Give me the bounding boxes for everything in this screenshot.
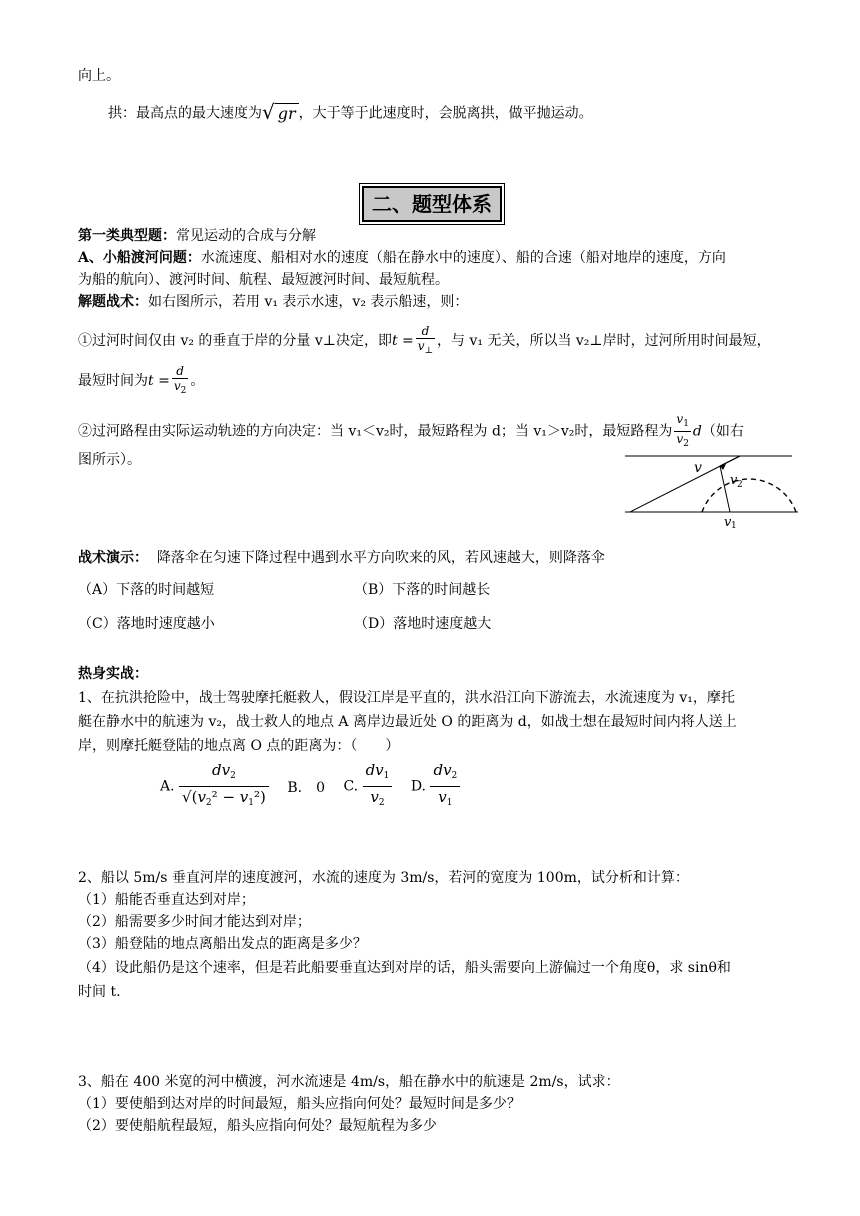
point1-text-2: ，与 v₁ 无关，所以当 v₂⊥岸时，过河所用时间最短， <box>437 333 771 349</box>
q1-line-2: 艇在静水中的航速为 v₂，战士救人的地点 A 离岸边最近处 O 的距离为 d，如战士想在最短时间内将人送上 <box>78 714 737 730</box>
q1-line-3: 岸，则摩托艇登陆的地点离 O 点的距离为：（ ） <box>78 738 400 754</box>
point1-line-2: 最短时间为t = $\frac{d}{v_2}$ 。 <box>78 364 205 396</box>
arch-text-post: ，大于等于此速度时，会脱离拱，做平抛运动。 <box>298 105 593 122</box>
label-v2-sub: 2 <box>737 480 743 490</box>
sqrt-gr: √ gr <box>262 102 299 125</box>
label-v2: v <box>730 473 738 488</box>
q1-option-c: C. $\frac{dv_1}{v_2}$ <box>343 760 392 813</box>
text-line: 向上。 <box>78 68 120 84</box>
q1-option-b: B. 0 <box>287 779 325 796</box>
q3-line-1: 3、船在 400 米宽的河中横渡，河水流速是 4m/s，船在静水中的航速是 2m/s，试求： <box>78 1074 620 1090</box>
arch-line <box>108 102 593 125</box>
fraction-d-v2: $\frac{d}{v_2}$ <box>173 364 187 396</box>
river-diagram <box>620 448 800 528</box>
q1-option-d: D. $\frac{dv_2}{v_1}$ <box>411 760 460 813</box>
fraction-v1-v2: $\frac{v_1}{v_2}$ <box>676 412 689 449</box>
q1-options <box>160 760 474 813</box>
arch-text: 拱：最高点的最大速度为 <box>108 105 262 122</box>
tactic-line <box>78 292 468 312</box>
demo-line <box>78 548 605 568</box>
point2-text: ②过河路程由实际运动轨迹的方向决定：当 v₁＜v₂时，最短路程为 d；当 v₁＞v₂时，最短路程为 <box>78 423 673 440</box>
q3-line-2: （1）要使船到达对岸的时间最短，船头应指向何处？最短时间是多少？ <box>78 1096 521 1112</box>
option-b: （B）下落的时间越长 <box>354 582 491 598</box>
q2-line-6: 时间 t. <box>78 984 121 1000</box>
label-v1-sub: 1 <box>731 521 737 528</box>
point2-line: ②过河路程由实际运动轨迹的方向决定：当 v₁＜v₂时，最短路程为 d；当 v₁＞v₂时，最短路程为 $\frac{v_1}{v_2}$ d（如右 <box>78 412 744 449</box>
boat-line-2: 为船的航向）、渡河时间、航程、最短渡河时间、最短航程。 <box>78 272 449 288</box>
option-a: （A）下落的时间越短 <box>78 582 215 598</box>
section-title: 二、题型体系 <box>362 186 502 222</box>
q2-line-2: （1）船能否垂直达到对岸； <box>78 892 255 908</box>
point2-line-2: 图所示）。 <box>78 452 141 468</box>
q3-line-3: （2）要使船航程最短，船头应指向何处？最短航程为多少 <box>78 1118 437 1134</box>
boat-line <box>78 248 726 268</box>
q2-line-1: 2、船以 5m/s 垂直河岸的速度渡河，水流的速度为 3m/s，若河的宽度为 100m，试分析和计算： <box>78 870 689 886</box>
q2-line-3: （2）船需要多少时间才能达到对岸； <box>78 914 311 930</box>
option-d: （D）落地时速度越大 <box>354 616 492 632</box>
option-c: （C）落地时速度越小 <box>78 616 215 632</box>
type1-label: 第一类典型题： <box>78 228 176 244</box>
point1-text: ①过河时间仅由 v₂ 的垂直于岸的分量 v⊥决定，即 <box>78 333 392 349</box>
q1-option-a: A. $\frac{dv_2}{√(v_2^2 - v_1^2)}$ <box>160 760 269 813</box>
label-v1: v <box>724 515 732 528</box>
point1-line: ①过河时间仅由 v₂ 的垂直于岸的分量 v⊥决定，即t = $\frac{d}{v_\perp}$ ，与 v₁ 无关，所以当 v₂⊥岸时，过河所用时间最短， <box>78 324 771 356</box>
point1-text-3: 最短时间为 <box>78 373 148 389</box>
label-v: v <box>694 460 702 476</box>
type1-text: 常见运动的合成与分解 <box>176 228 316 244</box>
type1-line <box>78 226 316 246</box>
q2-line-4: （3）船登陆的地点离船出发点的距离是多少？ <box>78 936 367 952</box>
tactic-text: 如右图所示，若用 v₁ 表示水速，v₂ 表示船速，则： <box>148 294 469 310</box>
tactic-label: 解题战术： <box>78 294 148 310</box>
boat-text: 水流速度、船相对水的速度（船在静水中的速度）、船的合速（船对地岸的速度，方向 <box>200 250 726 266</box>
fraction-d-vperp: $\frac{d}{v_\perp}$ <box>417 324 434 356</box>
q1-line-1: 1、在抗洪抢险中，战士驾驶摩托艇救人，假设江岸是平直的，洪水沿江向下游流去，水流速度为 v₁，摩托 <box>78 690 735 706</box>
point2-text-2: （如右 <box>701 423 744 440</box>
warmup-label: 热身实战： <box>78 666 148 682</box>
demo-text: 降落伞在匀速下降过程中遇到水平方向吹来的风，若风速越大，则降落伞 <box>156 550 605 566</box>
boat-label: A、小船渡河问题： <box>78 250 201 266</box>
point1-end: 。 <box>190 373 205 389</box>
demo-label: 战术演示： <box>78 550 148 566</box>
q2-line-5: （4）设此船仍是这个速率，但是若此船要垂直达到对岸的话，船头需要向上游偏过一个角度θ，求 sinθ和 <box>78 960 731 976</box>
